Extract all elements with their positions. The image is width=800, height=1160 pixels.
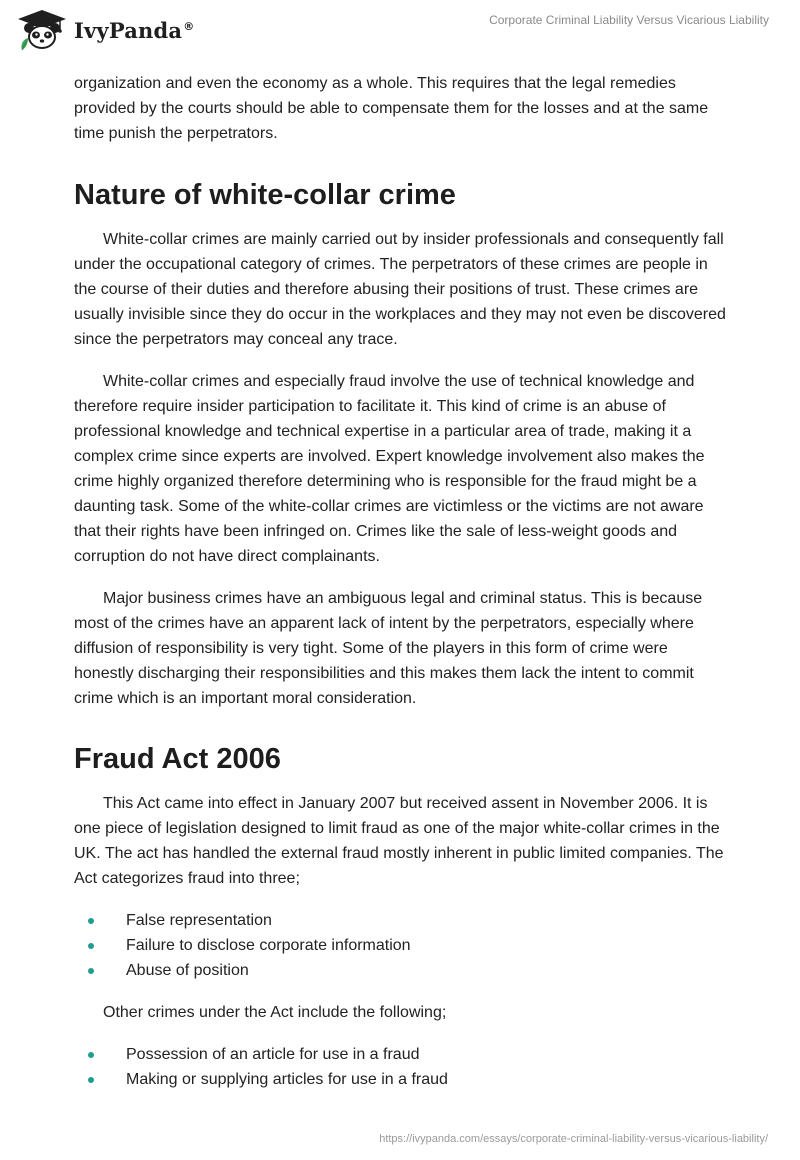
other-crimes-list bbox=[74, 1042, 726, 1092]
list-item: False representation bbox=[74, 908, 726, 933]
list-item: Possession of an article for use in a fraud bbox=[74, 1042, 726, 1067]
paragraph: Major business crimes have an ambiguous legal and criminal status. This is because most of the crimes have an apparent lack of intent by the perpetrators, especially where diffusion of responsibility is very tight. Some of the players in this form of crime were honestly discharging their responsibilities and this makes them lack the intent to commit crime which is an important moral consideration. bbox=[74, 590, 703, 707]
bullet-icon bbox=[88, 918, 94, 924]
ivypanda-logo[interactable] bbox=[16, 8, 194, 52]
fraud-categories-list bbox=[74, 908, 726, 983]
logo-wordmark: IvyPanda® bbox=[74, 17, 195, 43]
document-title: Corporate Criminal Liability Versus Vicarious Liability bbox=[489, 13, 769, 27]
intro-paragraph: organization and even the economy as a whole. This requires that the legal remedies provided by the courts should be able to compensate them for the losses and at the same time punish the perpetrators. bbox=[74, 75, 709, 142]
list-item: Making or supplying articles for use in a fraud bbox=[74, 1067, 726, 1092]
source-url[interactable]: https://ivypanda.com/essays/corporate-criminal-liability-versus-vicarious-liability/ bbox=[379, 1133, 768, 1145]
page-header bbox=[0, 0, 800, 66]
list-item: Failure to disclose corporate information bbox=[74, 933, 726, 958]
section-heading-nature: Nature of white-collar crime bbox=[74, 179, 456, 211]
bullet-icon bbox=[88, 1052, 94, 1058]
section-heading-fraud-act: Fraud Act 2006 bbox=[74, 743, 281, 775]
bullet-icon bbox=[88, 968, 94, 974]
bullet-icon bbox=[88, 943, 94, 949]
paragraph: White-collar crimes and especially fraud involve the use of technical knowledge and therefore require insider participation to facilitate it. This kind of crime is an abuse of professional knowledge and technical expertise in a particular area of trade, making it a complex crime since experts are involved. Expert knowledge involvement also makes the crime highly organized therefore determining who is responsible for the fraud might be a daunting task. Some of the white-collar crimes are victimless or the victims are not aware that their rights have been infringed on. Crimes like the sale of less-weight goods and corruption do not have direct complainants. bbox=[74, 373, 705, 565]
paragraph: White-collar crimes are mainly carried out by insider professionals and consequently fall under the occupational category of crimes. The perpetrators of these crimes are people in the course of their duties and therefore abusing their positions of trust. These crimes are usually invisible since they do occur in the workplaces and they may not even be discovered since the perpetrators may conceal any trace. bbox=[74, 231, 726, 348]
essay-content bbox=[74, 71, 726, 1092]
paragraph: This Act came into effect in January 2007 but received assent in November 2006. It is one piece of legislation designed to limit fraud as one of the major white-collar crimes in the UK. The act has handled the external fraud mostly inherent in public limited companies. The Act categorizes fraud into three; bbox=[74, 795, 724, 887]
list-item: Abuse of position bbox=[74, 958, 726, 983]
paragraph: Other crimes under the Act include the following; bbox=[103, 1004, 447, 1021]
panda-graduate-icon bbox=[16, 8, 68, 52]
bullet-icon bbox=[88, 1077, 94, 1083]
